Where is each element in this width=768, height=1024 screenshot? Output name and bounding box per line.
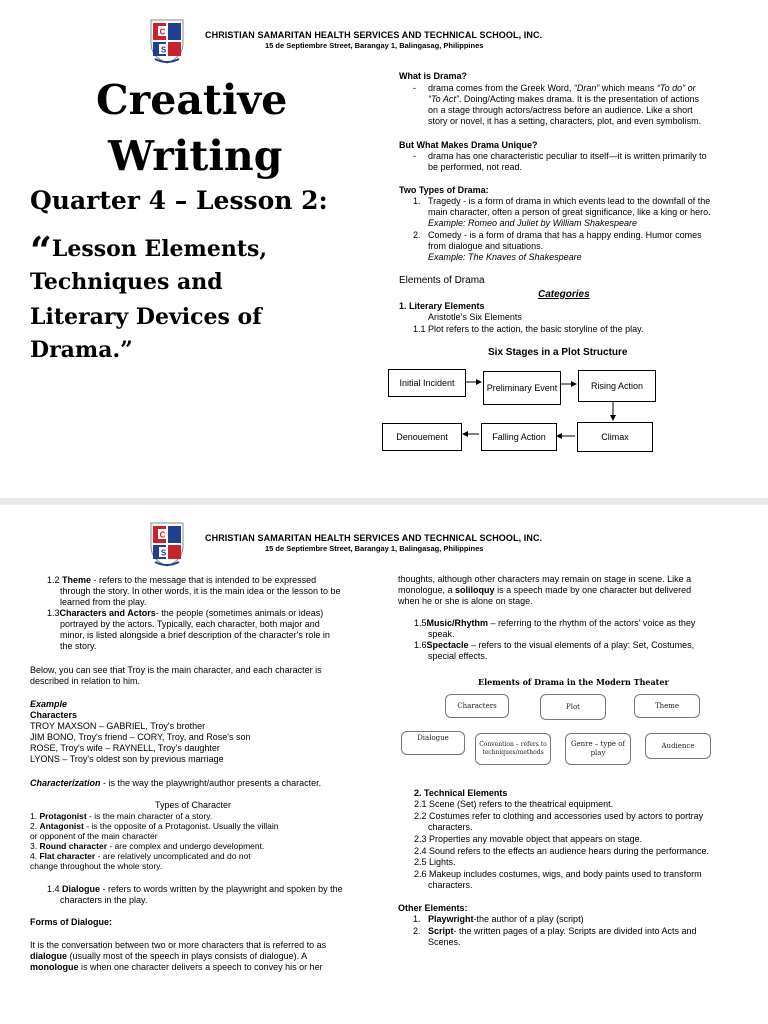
tech-item: 2.3 Properties any movable object that appears on stage. xyxy=(414,834,643,844)
what-heading: What is Drama? xyxy=(399,71,468,81)
continued-line-1: thoughts, although other characters may remain on stage in scene. Like a xyxy=(398,574,692,584)
school-logo xyxy=(147,520,187,568)
modern-theater-title: Elements of Drama in the Modern Theater xyxy=(478,677,669,687)
continued-line-3: when he or she is alone on stage. xyxy=(398,596,533,606)
svg-text:S: S xyxy=(160,45,167,55)
other-1-line: Playwright-the author of a play (script) xyxy=(428,914,584,924)
conversation-line-1: It is the conversation between two or more characters that is referred to as xyxy=(30,940,327,950)
conversation-line-3: monologue is when one character delivers a speech to convey his or her xyxy=(30,962,323,972)
title-line-2: Writing xyxy=(108,132,283,180)
lesson-line-4: Drama.” xyxy=(30,337,133,363)
elements-heading: Elements of Drama xyxy=(399,275,485,286)
character-list-item: LYONS – Troy's oldest son by previous marriage xyxy=(30,754,224,764)
tech-item: characters. xyxy=(428,880,473,890)
conversation-line-2: dialogue (usually most of the speech in plays consists of dialogue). A xyxy=(30,951,308,961)
forms-heading: Forms of Dialogue: xyxy=(30,917,113,927)
school-name: CHRISTIAN SAMARITAN HEALTH SERVICES AND TECHNICAL SCHOOL, INC. xyxy=(205,30,543,40)
flat-line: 4. Flat character - are relatively uncomplicated and do not xyxy=(30,851,251,861)
tech-item: 2.4 Sound refers to the effects an audience hears during the performance. xyxy=(414,846,710,856)
type1-number: 1. xyxy=(413,196,421,206)
antagonist-line-2: or opponent of the main character xyxy=(30,831,158,841)
stage-falling-action: Falling Action xyxy=(481,423,557,451)
lesson-line-3: Literary Devices of xyxy=(30,304,262,330)
type1-line-2: main character, often a person of great significance, like a king or hero. xyxy=(428,207,711,217)
lesson-line-1: “Lesson Elements, xyxy=(30,228,268,273)
what-line-1: drama comes from the Greek Word, “Dran” which means “To do” or xyxy=(428,83,696,93)
categories-heading: Categories xyxy=(538,289,590,300)
what-dash: - xyxy=(413,83,416,93)
unique-dash: - xyxy=(413,151,416,161)
below-line-1: Below, you can see that Troy is the main character, and each character is xyxy=(30,665,322,675)
document-page-1 xyxy=(0,0,768,500)
document-page-2 xyxy=(0,505,768,1024)
modern-box-characters: Characters xyxy=(445,694,509,718)
plot-definition: 1.1 Plot refers to the action, the basic storyline of the play. xyxy=(413,324,644,334)
tech-item: 2.5 Lights. xyxy=(414,857,456,867)
theme-line-1: 1.2 Theme - refers to the message that is intended to be expressed xyxy=(47,575,317,585)
open-quote: “ xyxy=(30,228,52,273)
type2-line-1: Comedy - is a form of drama that has a happy ending. Humor comes xyxy=(428,230,702,240)
protagonist-line: 1. Protagonist - is the main character of a story. xyxy=(30,811,213,821)
technical-heading: 2. Technical Elements xyxy=(414,788,508,798)
modern-box-dialogue: Dialogue xyxy=(401,731,465,755)
music-line-2: speak. xyxy=(428,629,455,639)
round-line: 3. Round character - are complex and undergo development. xyxy=(30,841,265,851)
theme-line-3: learned from the play. xyxy=(60,597,147,607)
tech-item: 2.2 Costumes refer to clothing and accessories used by actors to portray xyxy=(414,811,704,821)
theme-line-2: through the story. In other words, it is the main idea or the lesson to be xyxy=(60,586,341,596)
literary-heading: 1. Literary Elements xyxy=(399,301,485,311)
other-heading: Other Elements: xyxy=(398,903,468,913)
modern-box-theme: Theme xyxy=(634,694,700,718)
type2-example: Example: The Knaves of Shakespeare xyxy=(428,252,582,262)
tech-item: characters. xyxy=(428,822,473,832)
what-line-2: “To Act”. Doing/Acting makes drama. It is the presentation of actions xyxy=(428,94,699,104)
title-line-1: Creative xyxy=(96,76,288,124)
other-2-line: Script- the written pages of a play. Scripts are divided into Acts and xyxy=(428,926,697,936)
school-address: 15 de Septiembre Street, Barangay 1, Balingasag, Philippines xyxy=(265,544,484,553)
quarter-heading: Quarter 4 – Lesson 2: xyxy=(30,186,328,215)
continued-line-2: monologue, a soliloquy is a speech made by one character but delivered xyxy=(398,585,692,595)
music-line-1: 1.5Music/Rhythm – referring to the rhythm of the actors' voice as they xyxy=(414,618,696,628)
tech-item: 2.1 Scene (Set) refers to the theatrical equipment. xyxy=(414,799,614,809)
modern-box-plot: Plot xyxy=(540,694,606,720)
stage-initial-incident: Initial Incident xyxy=(388,369,466,397)
what-line-3: on a stage through actors/actress before an audience. Like a short xyxy=(428,105,693,115)
aristotle-line: Aristotle’s Six Elements xyxy=(428,312,522,322)
stage-preliminary-event: Preliminary Event xyxy=(483,371,561,405)
unique-line-1: drama has one characteristic peculiar to itself—it is written primarily to xyxy=(428,151,707,161)
stage-denouement: Denouement xyxy=(382,423,462,451)
type2-number: 2. xyxy=(413,230,421,240)
unique-line-2: be performed, not read. xyxy=(428,162,523,172)
lesson-line-2: Techniques and xyxy=(30,269,223,295)
other-2-number: 2. xyxy=(413,926,421,936)
type1-line-1: Tragedy - is a form of drama in which events lead to the downfall of the xyxy=(428,196,711,206)
unique-heading: But What Makes Drama Unique? xyxy=(399,140,538,150)
other-2-line-2: Scenes. xyxy=(428,937,461,947)
characterization-line: Characterization - is the way the playwright/author presents a character. xyxy=(30,778,322,788)
school-address: 15 de Septiembre Street, Barangay 1, Balingasag, Philippines xyxy=(265,41,484,50)
svg-text:S: S xyxy=(160,548,167,558)
modern-box-convention: Convention – refers to techniques/methods xyxy=(475,733,551,765)
chars-line-2: portrayed by the actors. Typically, each character, both major and xyxy=(60,619,320,629)
spectacle-line-2: special effects. xyxy=(428,651,488,661)
tech-item: 2.6 Makeup includes costumes, wigs, and body paints used to transform xyxy=(414,869,702,879)
types-of-character-heading: Types of Character xyxy=(155,800,232,810)
school-name: CHRISTIAN SAMARITAN HEALTH SERVICES AND TECHNICAL SCHOOL, INC. xyxy=(205,533,543,543)
characters-label: Characters xyxy=(30,710,78,720)
character-list-item: JIM BONO, Troy's friend – CORY, Troy, and Rose's son xyxy=(30,732,251,742)
chars-line-1: 1.3Characters and Actors- the people (sometimes animals or ideas) xyxy=(47,608,324,618)
chars-line-3: minor, is listed alongside a brief description of the character's role in xyxy=(60,630,330,640)
type1-example: Example: Romeo and Juliet by William Shakespeare xyxy=(428,218,638,228)
character-list-item: ROSE, Troy's wife – RAYNELL, Troy's daughter xyxy=(30,743,220,753)
flat-line-2: change throughout the whole story. xyxy=(30,861,163,871)
type2-line-2: from dialogue and situations. xyxy=(428,241,544,251)
six-stages-title: Six Stages in a Plot Structure xyxy=(488,347,628,358)
chars-line-4: the story. xyxy=(60,641,97,651)
stage-rising-action: Rising Action xyxy=(578,370,656,402)
svg-text:C: C xyxy=(159,27,166,37)
modern-box-genre: Genre – type of play xyxy=(565,733,631,765)
below-line-2: described in relation to him. xyxy=(30,676,141,686)
svg-text:C: C xyxy=(159,530,166,540)
dialogue-line-1: 1.4 Dialogue - refers to words written by the playwright and spoken by the xyxy=(47,884,343,894)
what-line-4: story or novel, it has a setting, characters, plot, and even symbolism. xyxy=(428,116,702,126)
stage-climax: Climax xyxy=(577,422,653,452)
example-label: Example xyxy=(30,699,68,709)
spectacle-line-1: 1.6Spectacle – refers to the visual elements of a play: Set, Costumes, xyxy=(414,640,695,650)
antagonist-line: 2. Antagonist - is the opposite of a Protagonist. Usually the villain xyxy=(30,821,279,831)
character-list-item: TROY MAXSON – GABRIEL, Troy's brother xyxy=(30,721,206,731)
other-1-number: 1. xyxy=(413,914,421,924)
dialogue-line-2: characters in the play. xyxy=(60,895,148,905)
types-heading: Two Types of Drama: xyxy=(399,185,489,195)
modern-box-audience: Audience xyxy=(645,733,711,759)
